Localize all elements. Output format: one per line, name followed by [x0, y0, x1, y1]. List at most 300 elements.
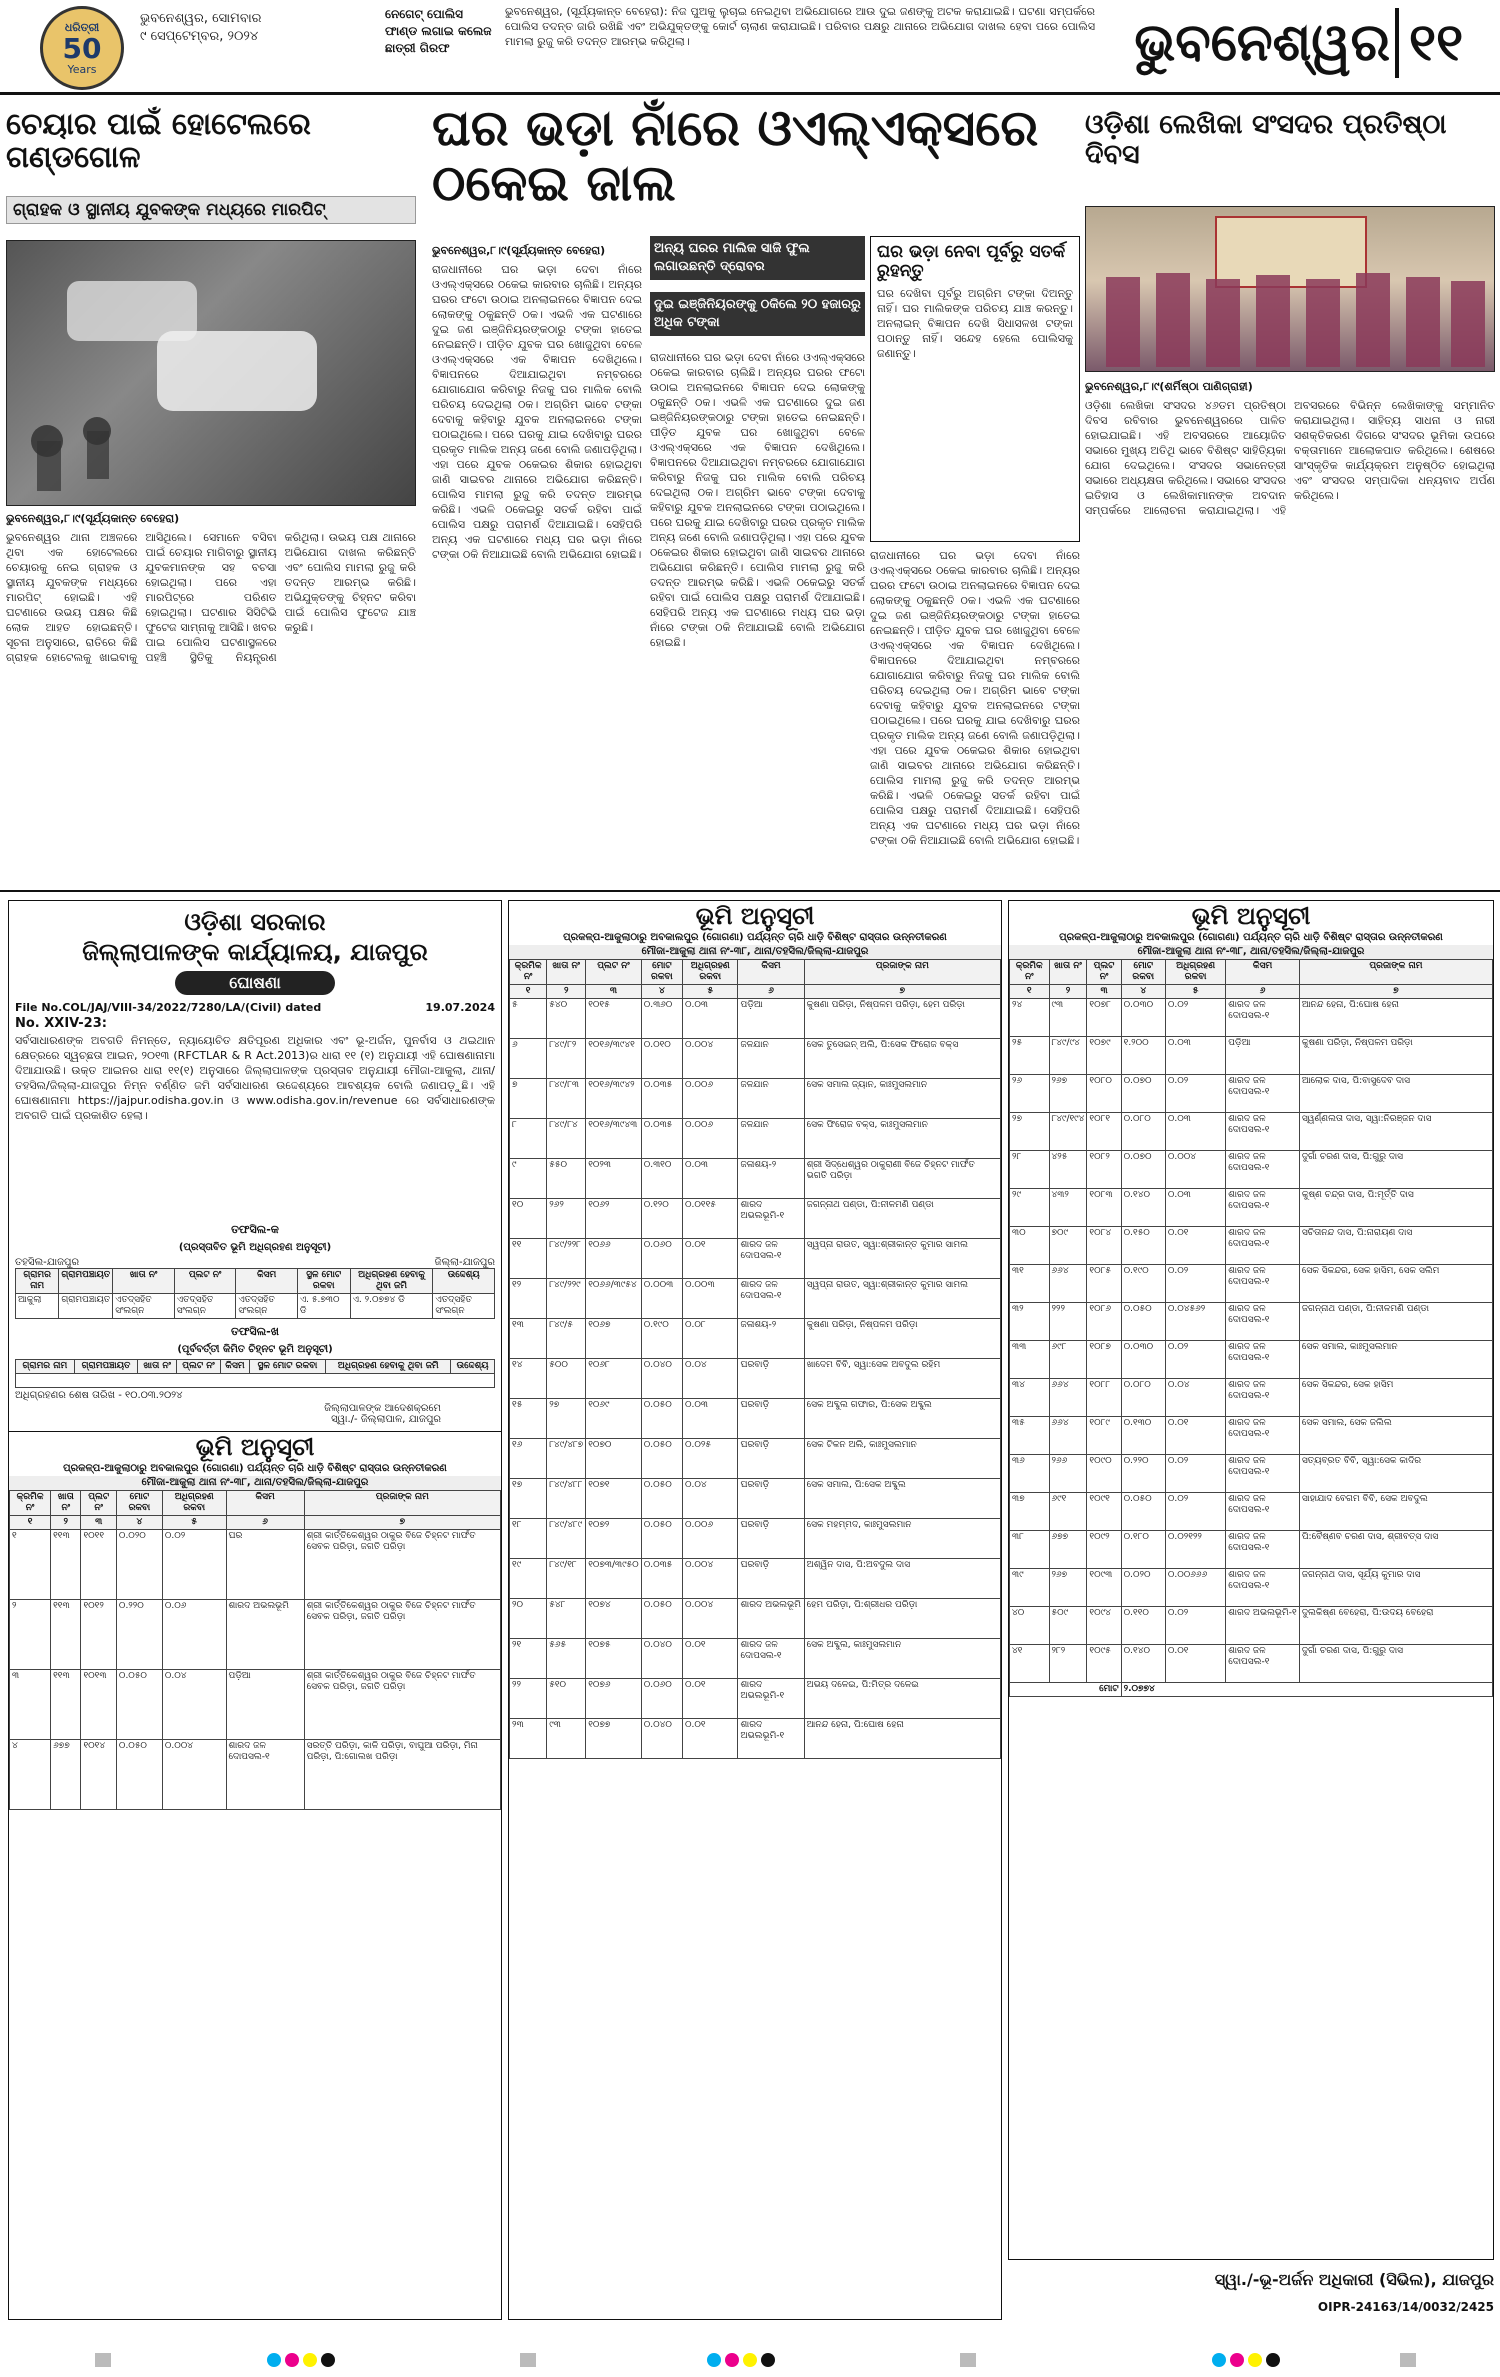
schedule-ka-table [15, 1268, 495, 1319]
table-cell: ୧୦୬୭ [586, 1319, 642, 1359]
table-row [510, 1599, 1001, 1639]
table-cell: ଏତଦ୍‌ସହିତ ସଂଲଗ୍ନ [113, 1294, 175, 1319]
table-cell: ୦.୦୨ [162, 1530, 226, 1600]
table-cell: ସ୍ୱର୍ଣ୍ଣଲତା ଦାସ, ସ୍ୱା:ନିରଞ୍ଜନ ଦାସ [1299, 1113, 1492, 1151]
table-cell: ୮୪୯/୨୨୮ [547, 1239, 586, 1279]
table-row [1010, 1531, 1493, 1569]
table-cell: ସେକ ସମାଲ, କାଃମୁସଲମାନ [1299, 1341, 1492, 1379]
table-cell: ୧୦ [510, 1199, 547, 1239]
dateline [140, 10, 380, 46]
table-cell: ୦.୦୨ [1165, 1607, 1225, 1645]
table-cell: ସେକ ମହମ୍ମଦ, କାଃମୁସଲମାନ [804, 1519, 1000, 1559]
table-cell: ୦.୧୯୦ [1121, 1265, 1165, 1303]
table-cell: ୧୦୭୫ [586, 1639, 642, 1679]
table-cell: ୦.୦୦୬ [683, 1079, 738, 1119]
table-cell: ୦.୦୫୦ [641, 1479, 682, 1519]
table-cell: ୨୬ [1010, 1075, 1050, 1113]
table-header-cell: ଅଧିଗ୍ରହଣ ରକବା [683, 960, 738, 985]
table-cell: ଶ୍ରୀ ସିଦ୍ଧେଶ୍ୱର ଠାକୁରାଣୀ ବିଜେ ଚିହ୍ନଟ ମାର୍ଫତ ଭଗତି ପରିଡ଼ା [804, 1159, 1000, 1199]
table-cell: ୬୯୧ [1049, 1493, 1087, 1531]
table-cell: ଶ୍ରୀ କାର୍ତ୍ତିକେଶ୍ୱର ଠାକୁର ବିଜେ ଚିହ୍ନଟ ମାର୍ଫତ ସେବକ ପରିଡ଼ା, ଜଗତି ପରିଡ଼ା [304, 1600, 500, 1670]
table-cell: ୫୬୫ [547, 1639, 586, 1679]
table-row [510, 1079, 1001, 1119]
dateline-place: ଭୁବନେଶ୍ୱର, ସୋମବାର [140, 11, 262, 26]
table-cell: ଶାରଦ ଜଳ ଦୋପସଲ-୧ [1226, 1645, 1300, 1683]
table-cell: ଶାରଦ ଅଭଲଭୂମି-୧ [738, 1679, 804, 1719]
column-number: ୫ [1165, 985, 1225, 999]
table-cell: ସେକ ତୁସେଇନ୍ ଅଲି, ପି:ସେକ ଫିରୋଜ ବକ୍ସ [804, 1039, 1000, 1079]
table-header-cell: କିସମ [236, 1269, 298, 1294]
table-cell: ୮୪୯/୫ [547, 1319, 586, 1359]
district-label: ଜିଲ୍ଲା-ଯାଜପୁର [434, 1257, 495, 1268]
table-header-cell: ପ୍ଲଟ ନଂ [81, 1491, 116, 1516]
table-cell: ୦.୦୧୧୫ [683, 1199, 738, 1239]
table-cell: ଜଳଯାନ [738, 1079, 804, 1119]
column-number: ୬ [738, 985, 804, 999]
table-cell: ୧୦୯୩ [1087, 1569, 1121, 1607]
table-cell: ଶାରଦ ଜଳ ଦୋପସଲ-୧ [1226, 1379, 1300, 1417]
table-cell: ଶାରଦ ଜଳ ଦୋପସଲ-୧ [1226, 1151, 1300, 1189]
table-header-cell: ଖାତା ନଂ [113, 1269, 175, 1294]
story1-headline: ଚେୟାର ପାଇଁ ହୋଟେଲରେ ଗଣ୍ଡଗୋଳ [6, 107, 311, 175]
table-cell: ୦.୦୦୪ [683, 1599, 738, 1639]
notice-body: ସର୍ବସାଧାରଣଙ୍କ ଅବଗତି ନିମନ୍ତେ, ନ୍ୟାୟୋଚିତ କ୍ଷତିପୂରଣ ଅଧିକାର ଏବଂ ଭୂ-ଅର୍ଜନ, ପୁନର୍ବାସ ଓ ଥଇଥାନ କ୍ଷେତ୍ରରେ ସ୍ୱଚ୍ଛତା ଆଇନ, ୨୦୧୩ (RFCTLAR & R Act.2013)ର ଧାରା ୧୧ (୧) ଅନୁଯାୟୀ ଏହି ଘୋଷଣାନାମା ଦିଆଯାଉଛି। ଉକ୍ତ ଆଇନର ଧାରା ୧୧(୧) ଅନୁସାରେ ଜିଲ୍ଲାପାଳଙ୍କ ପ୍ରସ୍ତାବ ଅନୁଯାୟୀ ମୌଜା-ଆକୁଲା, ଥାନା/ତହସିଲ/ଜିଲ୍ଲା-ଯାଜପୁର ନିମ୍ନ ବର୍ଣ୍ଣିତ ଜମି ସର୍ବସାଧାରଣ ଉଦ୍ଦେଶ୍ୟରେ ଆବଶ୍ୟକ ବୋଲି ଜଣାପଡ଼ୁଛି। ଏହି ଘୋଷଣାନାମା https://jajpur.odisha.gov.in ଓ www.odisha.gov.in/revenue ରେ ସର୍ବସାଧାରଣଙ୍କ ଅବଗତି ପାଇଁ ପ୍ରକାଶିତ ହେଲା। [15, 1034, 495, 1122]
notice-no: No. XXIV-23: [15, 1016, 107, 1031]
table-cell: ୨୭ [1010, 1113, 1050, 1151]
divider [0, 890, 1500, 892]
table-cell: ୦.୦୦୬ [683, 1119, 738, 1159]
notice-office: ଜିଲ୍ଲାପାଳଙ୍କ କାର୍ଯ୍ୟାଳୟ, ଯାଜପୁର [82, 938, 428, 966]
table-cell: ୯୩ [547, 1719, 586, 1759]
table-row [1010, 1341, 1493, 1379]
column-number: ୩ [81, 1516, 116, 1530]
table-header-cell: ପ୍ଲଟ ନଂ [586, 960, 642, 985]
table-header-cell: ସ୍ଥଳ ମୋଟ ରକବା [297, 1269, 350, 1294]
table-cell: ଶାରଦ ଜଳ ଦୋପସଲ-୧ [1226, 1075, 1300, 1113]
table-cell: ୨୬୬ [1049, 1455, 1087, 1493]
table-cell: ୦.୦୬୦ [641, 1239, 682, 1279]
table-row [10, 1670, 501, 1740]
table-cell: ୧୦୯୫ [1087, 1645, 1121, 1683]
table-cell: ୧୦୧୪ [81, 1740, 116, 1810]
table-row [10, 1530, 501, 1600]
table-header-cell: ଅଧିଗ୍ରହଣ ହେବାକୁ ଥିବା ଜମି [350, 1269, 433, 1294]
table-cell: ୯ [510, 1159, 547, 1199]
cctv-scene-image [7, 241, 417, 507]
gray-mark [95, 2352, 111, 2371]
table-header-cell: ଅଧିଗ୍ରହଣ ରକବା [162, 1491, 226, 1516]
table-cell: ୧୦୧୫ [586, 999, 642, 1039]
table-cell: ୦.୦୮୦ [1121, 1113, 1165, 1151]
table-cell: ୧୦୭୪ [586, 1599, 642, 1639]
table-header-cell: ଗ୍ରାମପଞ୍ଚାୟତ [59, 1269, 113, 1294]
table-cell: ୮୪୯/୮୨ [547, 1039, 586, 1079]
column-number: ୫ [683, 985, 738, 999]
final-date: ଅଧିଗ୍ରହଣର ଶେଷ ତାରିଖ - ୧୦.୦୩.୨୦୨୪ [15, 1390, 183, 1401]
table-cell: ହେମ ପରିଡ଼ା, ପି:ଶ୍ରୀଧର ପରିଡ଼ା [804, 1599, 1000, 1639]
column-number: ୨ [547, 985, 586, 999]
table-cell: ୩୮ [1010, 1531, 1050, 1569]
table-cell: ଆଲୋକ ଦାସ, ପି:ବାସୁଦେବ ଦାସ [1299, 1075, 1492, 1113]
table-row [1010, 1493, 1493, 1531]
table-cell: ଏତଦ୍‌ସହିତ ସଂଲଗ୍ନ [236, 1294, 298, 1319]
table-cell: ୨୬୭ [1049, 1075, 1087, 1113]
table-row [510, 1039, 1001, 1079]
table-cell: ୭୦୯ [1049, 1227, 1087, 1265]
table-cell: ସାହାଯାଦ ବେଗମ ବିବି, ସେକ ଅବଦୁଲ [1299, 1493, 1492, 1531]
story1-caption: ଭୁବନେଶ୍ୱର,୮।୯(ସୂର୍ଯ୍ୟକାନ୍ତ ବେହେରା) [6, 512, 180, 525]
table-cell: ୧୭ [510, 1479, 547, 1519]
table-row [1010, 1645, 1493, 1683]
notice-ghosana: ଘୋଷଣା [175, 971, 335, 995]
story2-dateline: ଭୁବନେଶ୍ୱର,୮।୯(ସୂର୍ଯ୍ୟକାନ୍ତ ବେହେରା) [432, 244, 606, 257]
table-cell: ୦.୦୨ [1165, 1075, 1225, 1113]
table-cell: ୫୫୦ [547, 1159, 586, 1199]
table-cell: ସ୍ୱପ୍ନା ରାଉତ, ସ୍ୱା:ଶ୍ରୀକାନ୍ତ କୁମାର ସାମଲ [804, 1239, 1000, 1279]
column-number: ୬ [1226, 985, 1300, 999]
table-row [510, 1319, 1001, 1359]
table-cell: ୦.୧୮୦ [1121, 1531, 1165, 1569]
table-cell: ୦.୦୮୦ [1121, 1379, 1165, 1417]
table-row [510, 1159, 1001, 1199]
table-cell: ୦.୦୨୫ [683, 1439, 738, 1479]
table-cell: ୦.୦୦୪ [162, 1740, 226, 1810]
table-cell: ୦.୧୫୦ [1121, 1227, 1165, 1265]
masthead [0, 0, 1500, 90]
story1-subhead: ଗ୍ରାହକ ଓ ସ୍ଥାନୀୟ ଯୁବକଙ୍କ ମଧ୍ୟରେ ମାରପିଟ୍ [6, 196, 416, 224]
table-cell: ୨୦ [510, 1599, 547, 1639]
table-cell: ଏ. ୫.୭୩୦ ଡି [297, 1294, 350, 1319]
award-ceremony-image [1086, 207, 1496, 373]
table-cell: କୁଷଣା ପରିଡ଼ା, ନିଷ୍ପଳମ ପରିଡ଼ା [1299, 1037, 1492, 1075]
table-header-cell: ଉଦ୍ଦେଶ୍ୟ [451, 1360, 495, 1374]
table-cell: ୪ [10, 1740, 51, 1810]
table-row [1010, 1113, 1493, 1151]
oipr-code: OIPR-24163/14/0032/2425 [1317, 2300, 1494, 2314]
table-cell: ସେକ ସିକନ୍ଦର, ସେକ ହାସିମ [1299, 1379, 1492, 1417]
table-cell: ୦.୦୪ [683, 1479, 738, 1519]
table-row [1010, 1379, 1493, 1417]
table-cell: ୧୦୯୪ [1087, 1607, 1121, 1645]
top-blurb: ନେଗେଟ୍ ପୋଲିସ ଫାଣ୍ଡ ଲଗାଇ କଲେଜ ଛାତ୍ରୀ ଗିରଫ [385, 7, 492, 55]
table-header-cell: ଅଧିଗ୍ରହଣ ହେବାକୁ ଥିବା ଜମି [326, 1360, 451, 1374]
table-row [510, 1359, 1001, 1399]
table-cell: ୦.୦୪୫୬୨ [1165, 1303, 1225, 1341]
sign-2: ସ୍ୱା./- ଜିଲ୍ଲାପାଳ, ଯାଜପୁର [331, 1414, 441, 1425]
table-cell: ୧୧ [510, 1239, 547, 1279]
logo [40, 6, 124, 90]
table-row [1010, 1037, 1493, 1075]
table-cell: ୧୦୮୩ [1087, 1189, 1121, 1227]
table-cell: ୦.୦୨ [1165, 1265, 1225, 1303]
table-cell: ୦.୦୫୦ [116, 1670, 162, 1740]
table-cell: ୧୬ [510, 1439, 547, 1479]
table-cell: ୧୦୧୩ [81, 1670, 116, 1740]
table-cell: ୦.୦୮ [683, 1319, 738, 1359]
table-cell: ୩୬ [1010, 1455, 1050, 1493]
schedule-project: ପ୍ରକଳ୍ପ-ଆକୁଲାଠାରୁ ଅବକାଲପୁର (ଗୋଗଣା) ପର୍ଯ୍ୟନ୍ତ ଚାରି ଧାଡ଼ି ବିଶିଷ୍ଟ ରାସ୍ତାର ଉନ୍ନତୀକରଣ [1059, 932, 1443, 943]
table-cell: ୧୩ [510, 1319, 547, 1359]
table-row [510, 1679, 1001, 1719]
table-cell: ୧୯ [510, 1559, 547, 1599]
land-schedule-right [1008, 900, 1494, 2260]
table-cell: ୧୦୮୮ [1087, 1379, 1121, 1417]
table-cell: ୦.୦୫୦ [641, 1399, 682, 1439]
print-registration-marks [0, 2340, 1500, 2377]
schedule-project: ପ୍ରକଳ୍ପ-ଆକୁଲାଠାରୁ ଅବକାଲପୁର (ଗୋଗଣା) ପର୍ଯ୍ୟନ୍ତ ଚାରି ଧାଡ଼ି ବିଶିଷ୍ଟ ରାସ୍ତାର ଉନ୍ନତୀକରଣ [63, 1463, 447, 1474]
column-number: ୧ [10, 1516, 51, 1530]
table-cell: ୧୦୮୪ [1087, 1227, 1121, 1265]
table-row [510, 1639, 1001, 1679]
schedule-kha: ତଫସିଲ-ଖ [231, 1325, 279, 1338]
table-row [1010, 1075, 1493, 1113]
table-cell: ୦.୦୦୩ [683, 1279, 738, 1319]
gray-mark [960, 2352, 976, 2371]
table-cell: ଆନନ୍ଦ ହେନା, ପି:ଘୋଷ ହେନା [804, 1719, 1000, 1759]
table-cell: ୧୪ [510, 1359, 547, 1399]
column-number: ୭ [304, 1516, 500, 1530]
logo-number: 50 [62, 31, 102, 65]
notice-org: ଓଡ଼ିଶା ସରକାର [184, 908, 326, 936]
section-title: ଭୁବନେଶ୍ୱର [1134, 12, 1390, 73]
table-cell: ୦.୦୩୦ [1121, 1341, 1165, 1379]
table-cell: ୯୩ [1049, 999, 1087, 1037]
table-cell: ୦.୦୩ [683, 999, 738, 1039]
table-cell: କୁଷଣା ପରିଡ଼ା, ନିଷ୍ପଳମ ପରିଡ଼ା [804, 1319, 1000, 1359]
story2-bullet-2: ଦୁଇ ଇଞ୍ଜିନିୟରଙ୍କୁ ଠକିଲେ ୨୦ ହଜାରରୁ ଅଧିକ ଟଙ୍କା [650, 292, 865, 336]
table-cell: ୬୭୭ [1049, 1531, 1087, 1569]
table-cell: ୦.୧୪୦ [1121, 1189, 1165, 1227]
table-row [1010, 1569, 1493, 1607]
table-row [510, 1279, 1001, 1319]
table-row [1010, 1417, 1493, 1455]
table-cell: ୨୮୨ [1049, 1645, 1087, 1683]
table-cell: ୩୦ [1010, 1227, 1050, 1265]
column-number: ୪ [116, 1516, 162, 1530]
table-cell: ୮୪୯/୨୨୯ [547, 1279, 586, 1319]
table-cell: ୧୧୩ [51, 1530, 81, 1600]
notice-file-no: File No.COL/JAJ/VIII-34/2022/7280/LA/(Civil) dated [15, 1001, 322, 1014]
table-cell: ୧୦୬୬/୩୯୫୪ [586, 1279, 642, 1319]
table-cell: ୬୬୪ [1049, 1417, 1087, 1455]
column-number: ୨ [51, 1516, 81, 1530]
table-header-cell: ଗ୍ରାମର ନାମ [16, 1269, 59, 1294]
table-cell: ୧୦୭୭ [586, 1719, 642, 1759]
table-cell: ୧୦୨୩ [586, 1159, 642, 1199]
table-cell: ଶାରଦ ଅଭଲଭୂମି-୧ [738, 1199, 804, 1239]
table-cell: ୨୫ [1010, 1037, 1050, 1075]
table-cell: ସଚିତାନନ୍ଦ ଦାସ, ପି:ନାରାୟଣ ଦାସ [1299, 1227, 1492, 1265]
table-cell: ୨୨୨ [1049, 1303, 1087, 1341]
table-cell: ଅଶ୍ୱିନ ଦାସ, ପି:ଅବଦୁଲ ଦାସ [804, 1559, 1000, 1599]
column-number: ୪ [641, 985, 682, 999]
table-row [510, 1719, 1001, 1759]
table-cell: ୩୧ [1010, 1265, 1050, 1303]
land-schedule-mid [508, 900, 1002, 2320]
schedule-mouza: ମୌଜା-ଆକୁଲା ଥାନା ନଂ-୩୮, ଥାନା/ତହସିଲ/ଜିଲ୍ଲା-ଯାଜପୁର [9, 1476, 501, 1490]
table-cell: ୦.୦୨୦ [1121, 1569, 1165, 1607]
table-cell: ୦.୦୩ [683, 1399, 738, 1439]
table-cell: ୮୪୯/୪୮୮ [547, 1479, 586, 1519]
table-cell: ୮୪୯/୮୪ [547, 1119, 586, 1159]
table-cell: ଶାରଦ ଜଳ ଦୋପସଲ-୧ [1226, 1303, 1300, 1341]
sign-1: ଜିଲ୍ଲାପାଳଙ୍କ ଆଦେଶକ୍ରମେ [324, 1403, 441, 1414]
table-cell: ଗ୍ରାମପଞ୍ଚାୟତ [59, 1294, 113, 1319]
table-cell: ଖାଦେମ ବିବି, ସ୍ୱା:ସେକ ଅବଦୁଲ ରହିମ [804, 1359, 1000, 1399]
story2-headline: ଘର ଭଡ଼ା ନାଁରେ ଓଏଲ୍‌ଏକ୍ସରେ ଠକେଇ ଜାଲ [432, 98, 1039, 212]
table-cell: ୧୦୮୧ [1087, 1113, 1121, 1151]
table-row [510, 1239, 1001, 1279]
table-cell: ଶାରଦ ଅଭଲଭୂମି [738, 1599, 804, 1639]
table-row [510, 1199, 1001, 1239]
story1-photo [6, 240, 416, 506]
sidebox-title: ଘର ଭଡ଼ା ନେବା ପୂର୍ବରୁ ସତର୍କ ରୁହନ୍ତୁ [877, 242, 1066, 281]
table-cell: ୦.୨୨୦ [1121, 1455, 1165, 1493]
dateline-date: ୯ ସେପ୍ଟେମ୍ବର, ୨୦୨୪ [140, 29, 259, 44]
column-number: ୧ [1010, 985, 1050, 999]
table-cell: ୦.୦୩ [683, 1159, 738, 1199]
schedule-project: ପ୍ରକଳ୍ପ-ଆକୁଲାଠାରୁ ଅବକାଲପୁର (ଗୋଗଣା) ପର୍ଯ୍ୟନ୍ତ ଚାରି ଧାଡ଼ି ବିଶିଷ୍ଟ ରାସ୍ତାର ଉନ୍ନତୀକରଣ [563, 932, 947, 943]
table-cell: ଦୁର୍ଗା ଚରଣ ଦାସ, ପି:ଗୁରୁ ଦାସ [1299, 1151, 1492, 1189]
table-cell: ୧୦୧୬/୩୯୪୧ [586, 1039, 642, 1079]
table-cell: ଦୁଲକିଷ୍ଣ ବେହେରା, ପି:ଉଦୟ ବେହେରା [1299, 1607, 1492, 1645]
table-cell: ୧.୨୦୦ [1121, 1037, 1165, 1075]
table-cell: ୩୫ [1010, 1417, 1050, 1455]
table-row [1010, 1227, 1493, 1265]
table-cell: ୦.୧୯୦ [641, 1319, 682, 1359]
table-cell: ୬୬୪ [1049, 1379, 1087, 1417]
table-cell: ୦.୩୬୦ [641, 999, 682, 1039]
table-cell: ୦.୦୧ [683, 1239, 738, 1279]
table-row [510, 999, 1001, 1039]
table-cell: ୦.୦୨ [1165, 1341, 1225, 1379]
table-cell: ୨୬୭ [1049, 1569, 1087, 1607]
table-header-cell: ଖାତା ନଂ [138, 1360, 177, 1374]
table-cell: ଶାରଦ ଜଳ ଦୋପସଲ-୧ [1226, 1189, 1300, 1227]
table-row [10, 1600, 501, 1670]
table-cell: ସେକ ଫିରୋଜ ବକ୍ସ, କାଃମୁସଲମାନ [804, 1119, 1000, 1159]
schedule-mouza: ମୌଜା-ଆକୁଲା ଥାନା ନଂ-୩୮, ଥାନା/ତହସିଲ/ଜିଲ୍ଲା-ଯାଜପୁର [1009, 945, 1493, 959]
table-row [510, 1519, 1001, 1559]
table-cell: ୧୦୬୮ [586, 1359, 642, 1399]
table-cell: କୁଷଣା ପରିଡ଼ା, ନିଷ୍ପଳମ ପରିଡ଼ା, ହେମ ପରିଡ଼ା [804, 999, 1000, 1039]
table-cell: ୦.୦୨୧୨୨ [1165, 1531, 1225, 1569]
table-cell: ଘରବାଡ଼ି [738, 1559, 804, 1599]
table-cell: ଜଗନ୍ନାଥ ଦାସ, ସୂର୍ଯ୍ୟ କୁମାର ଦାସ [1299, 1569, 1492, 1607]
cmyk-dots [1210, 2352, 1282, 2371]
column-number: ୭ [1299, 985, 1492, 999]
story2-body-col3: ରାଜଧାନୀରେ ଘର ଭଡ଼ା ଦେବା ନାଁରେ ଓଏଲ୍‌ଏକ୍ସରେ ଠକେଇ କାରବାର ଚାଲିଛି। ଅନ୍ୟର ଘରର ଫଟୋ ଉଠାଇ ଅନଲାଇନରେ ବିଜ୍ଞାପନ ଦେଇ ଲୋକଙ୍କୁ ଠକୁଛନ୍ତି ଠକ। ଏଭଳି ଏକ ଘଟଣାରେ ଦୁଇ ଜଣ ଇଞ୍ଜିନିୟରଙ୍କଠାରୁ ଟଙ୍କା ହାତେଇ ନେଇଛନ୍ତି। ପୀଡ଼ିତ ଯୁବକ ଘର ଖୋଜୁଥିବା ବେଳେ ଓଏଲ୍‌ଏକ୍ସରେ ଏକ ବିଜ୍ଞାପନ ଦେଖିଥିଲେ। ବିଜ୍ଞାପନରେ ଦିଆଯାଇଥିବା ନମ୍ବରରେ ଯୋଗାଯୋଗ କରିବାରୁ ନିଜକୁ ଘର ମାଲିକ ବୋଲି ପରିଚୟ ଦେଇଥିଲା ଠକ। ଅଗ୍ରିମ ଭାବେ ଟଙ୍କା ଦେବାକୁ କହିବାରୁ ଯୁବକ ଅନଲାଇନରେ ଟଙ୍କା ପଠାଇଥିଲେ। ପରେ ଘରକୁ ଯାଇ ଦେଖିବାରୁ ଘରର ପ୍ରକୃତ ମାଲିକ ଅନ୍ୟ ଜଣେ ବୋଲି ଜଣାପଡ଼ିଥିଲା। ଏହା ପରେ ଯୁବକ ଠକେଇର ଶିକାର ହୋଇଥିବା ଜାଣି ସାଇବର ଥାନାରେ ଅଭିଯୋଗ କରିଛନ୍ତି। ପୋଲିସ ମାମଲା ରୁଜୁ କରି ତଦନ୍ତ ଆରମ୍ଭ କରିଛି। ଏଭଳି ଠକେଇରୁ ସତର୍କ ରହିବା ପାଇଁ ପୋଲିସ ପକ୍ଷରୁ ପରାମର୍ଶ ଦିଆଯାଇଛି। ସେହିପରି ଅନ୍ୟ ଏକ ଘଟଣାରେ ମଧ୍ୟ ଘର ଭଡ଼ା ନାଁରେ ଟଙ୍କା ଠକି ନିଆଯାଇଛି ବୋଲି ଅଭିଯୋଗ ହୋଇଛି। [870, 549, 1080, 847]
table-cell: ଏତଦ୍‌ସହିତ ସଂଲଗ୍ନ [174, 1294, 236, 1319]
table-cell: ୦.୦୫୦ [1121, 1493, 1165, 1531]
column-number: ୪ [1121, 985, 1165, 999]
table-cell: ୨୯ [1010, 1189, 1050, 1227]
gray-mark [1400, 2352, 1416, 2371]
table-cell: ୦.୦୫୦ [1121, 1303, 1165, 1341]
tehsil-label: ତହସିଲ-ଯାଜପୁର [15, 1257, 80, 1268]
cmyk-dots [705, 2352, 777, 2371]
table-cell: ୩୨ [1010, 1303, 1050, 1341]
table-cell: ଘରବାଡ଼ି [738, 1519, 804, 1559]
table-cell: ୦.୦୨ [1165, 1493, 1225, 1531]
land-table-left [9, 1490, 501, 1810]
land-table-right [1009, 959, 1493, 1697]
table-cell: ୫୦୦ [547, 1359, 586, 1399]
column-number: ୬ [226, 1516, 304, 1530]
column-number: ୧ [510, 985, 547, 999]
table-cell: ଶାରଦ ଜଳ ଦୋପସଲ-୧ [1226, 1341, 1300, 1379]
table-cell: ୧୦୭୬ [586, 1679, 642, 1719]
table-cell: ୦.୦୦୪ [683, 1039, 738, 1079]
table-row [1010, 1151, 1493, 1189]
table-cell: ଜଗନ୍ନାଥ ପଣ୍ଡା, ପି:ନୀଳମଣି ପଣ୍ଡା [1299, 1303, 1492, 1341]
table-header-cell: ଉଦ୍ଦେଶ୍ୟ [433, 1269, 495, 1294]
table-cell: ୦.୦୫୦ [641, 1519, 682, 1559]
story1-body: ଭୁବନେଶ୍ୱର ଥାନା ଅଞ୍ଚଳରେ ଥିବା ଏକ ହୋଟେଲରେ ଚେୟାରକୁ ନେଇ ଗ୍ରାହକ ଓ ସ୍ଥାନୀୟ ଯୁବକଙ୍କ ମଧ୍ୟରେ ମାରପିଟ୍ ହୋଇଛି। ଏହି ଘଟଣାରେ ଉଭୟ ପକ୍ଷର କିଛି ଲୋକ ଆହତ ହୋଇଛନ୍ତି। ସୂଚନା ଅନୁସାରେ, ରାତିରେ କିଛି ଗ୍ରାହକ ହୋଟେଲକୁ ଖାଇବାକୁ ଆସିଥିଲେ। ସେମାନେ ବସିବା ପାଇଁ ଚେୟାର ମାଗିବାରୁ ସ୍ଥାନୀୟ ଯୁବକମାନଙ୍କ ସହ ବଚସା ହୋଇଥିଲା। ପରେ ଏହା ମାରପିଟ୍‌ରେ ପରିଣତ ହୋଇଥିଲା। ଘଟଣାର ସିସିଟିଭି ଫୁଟେଜ ସାମ୍ନାକୁ ଆସିଛି। ଖବର ପାଇ ପୋଲିସ ଘଟଣାସ୍ଥଳରେ ପହଞ୍ଚି ସ୍ଥିତିକୁ ନିୟନ୍ତ୍ରଣ କରିଥିଲା। ଉଭୟ ପକ୍ଷ ଥାନାରେ ଅଭିଯୋଗ ଦାଖଲ କରିଛନ୍ତି ଏବଂ ପୋଲିସ ମାମଲା ରୁଜୁ କରି ତଦନ୍ତ ଆରମ୍ଭ କରିଛି। ଅଭିଯୁକ୍ତଙ୍କୁ ଚିହ୍ନଟ କରିବା ପାଇଁ ପୋଲିସ ଫୁଟେଜ ଯାଞ୍ଚ କରୁଛି। [6, 531, 416, 664]
table-cell: ୧୦୭୩/୩୯୫୦ [586, 1559, 642, 1599]
page-number: ୧୧ [1395, 8, 1495, 78]
schedule-title: ଭୂମି ଅନୁସୂଚୀ [195, 1433, 315, 1461]
table-cell: ୧୦୮୭ [1087, 1341, 1121, 1379]
table-cell: ୪୦ [1010, 1607, 1050, 1645]
story2-bullet-1: ଅନ୍ୟ ଘରର ମାଲିକ ସାଜି ଫୁଲ ଲଗାଉଛନ୍ତି ଦ୍ରୋବର [650, 236, 865, 280]
column-number: ୩ [586, 985, 642, 999]
table-cell: ୨୧ [510, 1639, 547, 1679]
table-cell: ଶାରଦ ଜଳ ଦୋପସଲ-୧ [1226, 1569, 1300, 1607]
table-cell: ସେକ ଟିକନ ଅଲି, କାଃମୁସଲମାନ [804, 1439, 1000, 1479]
table-cell: ୦.୦୩୫ [641, 1559, 682, 1599]
table-header-cell: ଗ୍ରାମର ନାମ [16, 1360, 75, 1374]
table-header-cell: କ୍ରମିକ ନଂ [1010, 960, 1050, 985]
table-cell: ଶାରଦ ଜଳ ଦୋପସଲ-୧ [1226, 1493, 1300, 1531]
table-cell: ୦.୦୧ [683, 1719, 738, 1759]
table-cell: ୧୦୭୯ [1087, 1037, 1121, 1075]
table-cell: ୫୪୦ [547, 999, 586, 1039]
table-cell: ୩୪ [1010, 1379, 1050, 1417]
schedule-mouza: ମୌଜା-ଆକୁଲା ଥାନା ନଂ-୩୮, ଥାନା/ତହସିଲ/ଜିଲ୍ଲା-ଯାଜପୁର [509, 945, 1001, 959]
table-header-cell: ଖାତା ନଂ [51, 1491, 81, 1516]
table-cell: ୦.୦୧ [1165, 1417, 1225, 1455]
table-cell: ୧୦୬୨ [586, 1199, 642, 1239]
table-cell: ଜଳଯାନ [738, 1119, 804, 1159]
logo-text: ଧରିତ୍ରୀ [64, 20, 100, 34]
table-cell: ଘରବାଡ଼ି [738, 1439, 804, 1479]
table-cell: ୫୧୦ [547, 1679, 586, 1719]
table-row [510, 1559, 1001, 1599]
table-cell: ଶାରଦ ଜଳ ଦୋପସଲ-୧ [1226, 1265, 1300, 1303]
table-cell: ୧୦୬୬ [586, 1239, 642, 1279]
table-cell: ୦.୧୪୦ [1121, 1645, 1165, 1683]
govt-notice [8, 900, 502, 2320]
table-cell: ୦.୦୩ [1165, 1113, 1225, 1151]
table-cell: ୧୦୮୬ [1087, 1303, 1121, 1341]
table-cell: ୦.୦୦୪ [683, 1559, 738, 1599]
table-header-cell: କିସମ [226, 1491, 304, 1516]
table-cell: ଆନନ୍ଦ ହେନା, ପି:ଘୋଷ ହେନା [1299, 999, 1492, 1037]
table-header-cell: ପ୍ରଜାଙ୍କ ନାମ [304, 1491, 500, 1516]
table-cell: ୧୦୭୧ [586, 1479, 642, 1519]
table-cell: ୮୪୯/୪୮୭ [547, 1439, 586, 1479]
table-cell: ୦.୦୩୫ [641, 1119, 682, 1159]
table-header-cell: ମୋଟ ରକବା [116, 1491, 162, 1516]
table-cell: ଜଳାଶୟ-୨ [738, 1159, 804, 1199]
table-cell: ୦.୦୩୦ [1121, 999, 1165, 1037]
sidebox-body: ଘର ଦେଖିବା ପୂର୍ବରୁ ଅଗ୍ରିମ ଟଙ୍କା ଦିଅନ୍ତୁ ନାହିଁ। ଘର ମାଲିକଙ୍କ ପରିଚୟ ଯାଞ୍ଚ କରନ୍ତୁ। ଅନଲାଇନ୍ ବିଜ୍ଞାପନ ଦେଖି ସିଧାସଳଖ ଟଙ୍କା ପଠାନ୍ତୁ ନାହିଁ। ସନ୍ଦେହ ହେଲେ ପୋଲିସକୁ ଜଣାନ୍ତୁ। [877, 287, 1073, 361]
table-cell: ୨୭ [547, 1399, 586, 1439]
table-cell: ୧୦୮୦ [1087, 1075, 1121, 1113]
table-header-cell: କିସମ [1226, 960, 1300, 985]
table-cell: ୧୦୧୧ [81, 1530, 116, 1600]
